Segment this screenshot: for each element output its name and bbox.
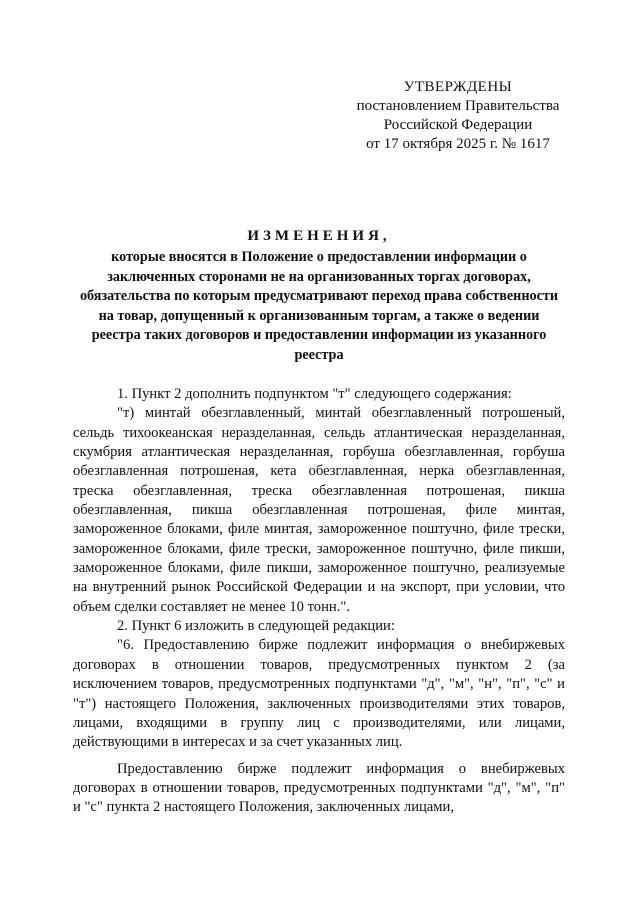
- document-body: [73, 385, 565, 818]
- paragraph-5: Предоставлению бирже подлежит информация о внебиржевых договорах в отношении товаров, предусмотренных подпунктами "д", "м", "п" и "с" пункта 2 настоящего Положения, заключенных лицами,: [73, 760, 565, 816]
- paragraph-2: "т) минтай обезглавленный, минтай обезглавленный потрошеный, сельдь тихоокеанская неразделанная, сельдь атлантическая неразделанная, скумбрия атлантическая неразделанная, горбуша обезглавленная, горбуша обезглавленная потрошеная, кета обезглавленная, нерка обезглавленная, треска обезглавленная, треска обезглавленная потрошеная, пикша обезглавленная, пикша обезглавленная потрошеная, филе минтая, замороженное блоками, филе минтая, замороженное поштучно, филе трески, замороженное блоками, филе трески, замороженное поштучно, филе пикши, замороженное блоками, филе пикши, замороженное поштучно, реализуемые на внутренний рынок Российской Федерации и на экспорт, при условии, что объем сделки составляет не менее 10 тонн.".: [73, 405, 565, 615]
- document-heading: ИЗМЕНЕНИЯ,: [247, 228, 391, 244]
- paragraph-3: 2. Пункт 6 изложить в следующей редакции:: [117, 618, 395, 635]
- approval-block: [340, 78, 576, 154]
- paragraph-1: 1. Пункт 2 дополнить подпунктом "т" следующего содержания:: [117, 386, 512, 402]
- approval-line-3: от 17 октября 2025 г. № 1617: [366, 136, 550, 152]
- approval-title: УТВЕРЖДЕНЫ: [403, 79, 513, 95]
- paragraph-4: "6. Предоставлению бирже подлежит информация о внебиржевых договорах в отношении товаров, предусмотренных пунктом 2 (за исключением товаров, предусмотренных подпунктами "д", "м", "н", "п", "с" и "т") настоящего Положения, заключенных производителями этих товаров, лицами, входящими в группу лиц с производителями, или лицами, действующими в интересах и за счет указанных лиц.: [73, 637, 565, 751]
- approval-line-2: Российской Федерации: [383, 117, 533, 133]
- document-subtitle: которые вносятся в Положение о предоставлении информации о заключенных сторонами не на организованных торгах договорах, обязательства по которым предусматривают переход права собственности на товар, допущенный к организованным торгам, а также о ведении реестра таких договоров и предоставлении информации из указанного реестра: [79, 249, 559, 363]
- approval-line-1: постановлением Правительства: [356, 98, 560, 114]
